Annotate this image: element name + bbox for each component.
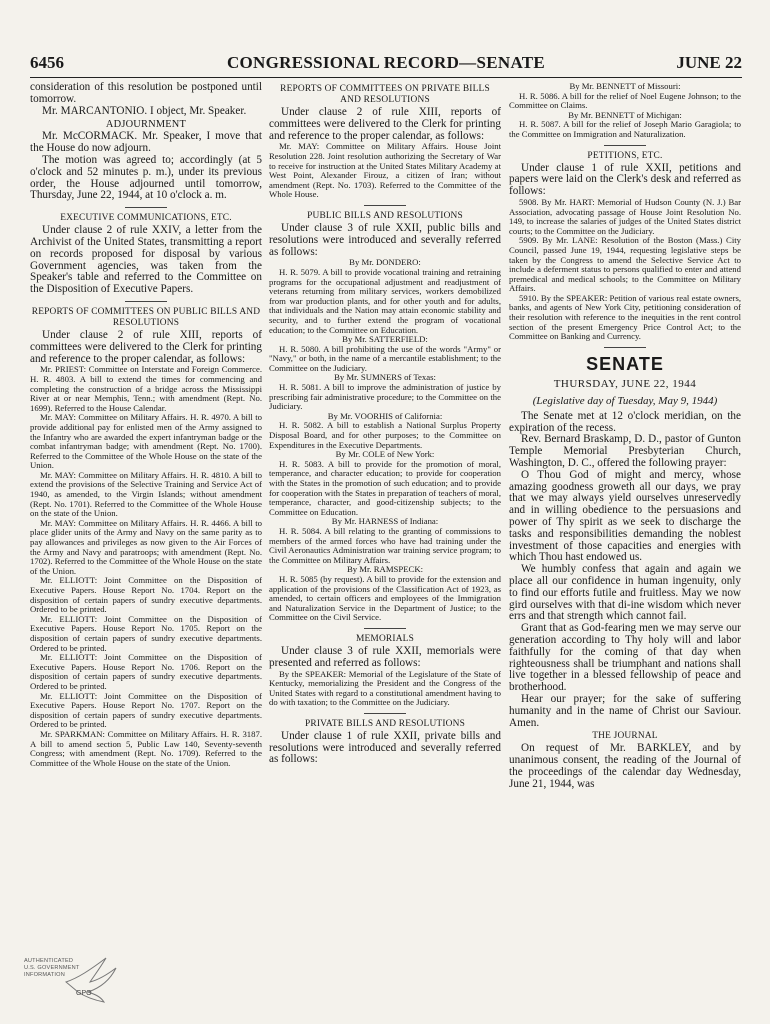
paragraph: Rev. Bernard Braskamp, D. D., pastor of Gunton Temple Memorial Presbyterian Church, Washington, D. C., offered the following prayer: [509,433,741,470]
bill-entry: H. R. 5082. A bill to establish a National Surplus Property Disposal Board, and for other purposes; to the Committee on Expenditures in the Executive Departments. [269,420,501,450]
senate-heading: SENATE [586,353,664,374]
report-entry: Mr. MAY: Committee on Military Affairs. House Joint Resolution 228. Joint resolution authorizing the Secretary of War to receive for instruction at the United States Military Academy at West Point, Alexander Firouz, a citizen of Iran; without amendment (Rept. No. 1703). Referred to the Committee of the Whole House. [269,141,501,200]
bill-entry: H. R. 5079. A bill to provide vocational training and retraining programs for the occupational adjustment and readjustment of veterans returning from military services, workers demobilized from war production plants, and for other youth and for adults, that individuals and the Nation may attain economic stability and security, and to further extend the program of vocational education; to the Committee on Education. [269,266,501,335]
section-heading-executive-communications: EXECUTIVE COMMUNICATIONS, ETC. [60,213,232,224]
sponsor-line: By Mr. BENNETT of Missouri: [569,82,681,91]
bill-entry: H. R. 5085 (by request). A bill to provide for the extension and application of the provisions of the Classification Act of 1923, as amended, to certain officers and employees of the Immigration and Naturalization Service in the Department of Justice; to the Committee on the Civil Service. [269,573,501,623]
divider [364,713,406,714]
divider [125,301,167,302]
paragraph: Under clause 2 of rule XXIV, a letter from the Archivist of the United States, transmitting a report on records proposed for disposal by various Government agencies, was taken from the Speaker's table and referred to the Committee on the Disposition of Executive Papers. [30,224,262,296]
prayer-paragraph: Grant that as God-fearing men we may serve our generation according to Thy holy will and labor faithfully for the coming of that day when righteousness shall be triumphant and nations shall live together in a blessed fellowship of peace and brotherhood. [509,622,741,694]
petition-entry: 5908. By Mr. HART: Memorial of Hudson County (N. J.) Bar Association, advocating passage of House Joint Resolution No. 149, to increase the salaries of judges of the United States district courts; to the Committee on the Judiciary. [509,196,741,236]
page-header [30,52,742,74]
sponsor-line: By Mr. VOORHIS of California: [327,410,443,421]
sponsor-line: By Mr. HARNESS of Indiana: [331,516,439,527]
paragraph: The motion was agreed to; accordingly (at 5 o'clock and 52 minutes p. m.), under its previous order, the House adjourned until tomorrow, Thursday, June 22, 1944, at 10 o'clock a. m. [30,153,262,202]
report-entry: Mr. MAY: Committee on Military Affairs. H. R. 4970. A bill to provide additional pay for enlisted men of the Army assigned to the Infantry who are awarded the expert infantryman badge or the combat infantryman badge; with amendment (Rept. No. 1700). Referred to the Committee of the Whole House on the state of the Union. [30,412,262,471]
paragraph: Under clause 3 of rule XXII, public bills and resolutions were introduced and severally referred as follows: [269,221,501,258]
senate-date: THURSDAY, JUNE 22, 1944 [553,377,697,390]
page-title: CONGRESSIONAL RECORD—SENATE [226,53,546,72]
divider [364,205,406,206]
section-heading-private-reports: REPORTS OF COMMITTEES ON PRIVATE BILLS AND RESOLUTIONS [280,84,490,105]
section-heading-public-reports: REPORTS OF COMMITTEES ON PUBLIC BILLS AND RESOLUTIONS [31,306,261,328]
paragraph: Under clause 1 of rule XXII, petitions and papers were laid on the Clerk's desk and referred as follows: [509,161,741,198]
divider [364,628,406,629]
eagle-seal-icon [60,952,130,1012]
section-heading-memorials: MEMORIALS [355,633,415,644]
column-1 [30,82,262,1002]
prayer-paragraph: O Thou God of might and mercy, whose amazing goodness groweth all our days, we pray that we may always yield ourselves unreservedly and in willing obedience to the persuasions and power of Thy spirit as we seek to discharge the tasks and responsibilities demanding the noblest investment of those capacities and energies with which Thou hast endowed us. [509,468,741,564]
sponsor-line: By Mr. SATTERFIELD: [342,334,428,345]
header-rule [30,77,742,78]
divider [125,207,167,208]
report-entry: Mr. ELLIOTT: Joint Committee on the Disposition of Executive Papers. House Report No. 1706. Report on the disposition of certain papers of sundry executive departments. Ordered to be printed. [30,652,262,691]
report-entry: Mr. ELLIOTT: Joint Committee on the Disposition of Executive Papers. House Report No. 1704. Report on the disposition of certain papers of sundry executive departments. Ordered to be printed. [30,575,262,615]
seal-text: INFORMATION [24,972,65,978]
sponsor-line: By Mr. DONDERO: [349,257,421,268]
paragraph: consideration of this resolution be postponed until tomorrow. [30,82,262,105]
section-heading-journal: THE JOURNAL [592,731,658,742]
divider [604,145,646,146]
legislative-day: (Legislative day of Tuesday, May 9, 1944) [532,394,718,407]
prayer-paragraph: We humbly confess that again and again we place all our confidence in human ingenuity, only to find our efforts futile and fruitless. May we now gird ourselves with that di-ine wisdom which never errs and that strength which cannot fail. [509,563,741,623]
petition-entry: 5910. By the SPEAKER: Petition of various real estate owners, banks, and agents of New York City, petitioning consideration of their resolution with reference to the inequities in the rent control section of the present Emergency Price Control Act; to the Committee on Banking and Currency. [509,292,741,342]
section-heading-petitions: PETITIONS, ETC. [587,150,663,161]
bill-entry: H. R. 5081. A bill to improve the administration of justice by prescribing fair administrative procedure; to the Committee on the Judiciary. [269,382,501,412]
paragraph: Under clause 2 of rule XIII, reports of committees were delivered to the Clerk for printing and reference to the proper calendar, as follows: [269,106,501,142]
report-entry: Mr. ELLIOTT: Joint Committee on the Disposition of Executive Papers. House Report No. 1707. Report on the disposition of certain papers of sundry executive departments. Ordered to be printed. [30,690,262,730]
header-date: JUNE 22 [676,53,742,72]
paragraph: Mr. McCORMACK. Mr. Speaker, I move that the House do now adjourn. [30,130,262,155]
column-2 [269,82,501,1002]
memorial-entry: By the SPEAKER: Memorial of the Legislature of the State of Kentucky, memorializing the President and the Congress of the United States with regard to a constitutional amendment having to do with taxation; to the Committee on the Judiciary. [269,668,501,708]
report-entry: Mr. MAY: Committee on Military Affairs. H. R. 4466. A bill to place glider units of the Army and Navy on the same parity as to pay allowances and privileges as now given to the Air Forces of the Army and Navy and paratroops; with amendment (Rept. No. 1702). Referred to the Committee of the Whole House on the state of the Union. [30,517,262,576]
page-number: 6456 [30,53,64,72]
petition-entry: 5909. By Mr. LANE: Resolution of the Boston (Mass.) City Council, passed June 19, 1944, requesting legislative steps be taken by the Congress to amend the Selective Service Act to include a deferment status to persons qualified to enter and attend premedical and medical schools; to the Committee on Military Affairs. [509,235,741,294]
section-heading-adjournment: ADJOURNMENT [105,119,187,131]
gpo-text: GPO [76,990,92,997]
seal-text: U.S. GOVERNMENT [24,965,80,971]
prayer-paragraph: Hear our prayer; for the sake of suffering humanity and in the name of Christ our Saviour. Amen. [509,692,741,729]
section-heading-public-bills: PUBLIC BILLS AND RESOLUTIONS [307,210,463,221]
bill-entry: H. R. 5080. A bill prohibiting the use of the words "Army" or "Navy," or both, in the name of a mercantile establishment; to the Committee on the Judiciary. [269,343,501,373]
divider [604,347,646,348]
sponsor-line: By Mr. SUMNERS of Texas: [334,372,436,383]
bill-entry: H. R. 5086. A bill for the relief of Noel Eugene Johnson; to the Committee on Claims. [509,90,741,111]
report-entry: Mr. SPARKMAN: Committee on Military Affairs. H. R. 3187. A bill to amend section 5, Public Law 140, Seventy-seventh Congress; with amendment (Rept. No. 1709). Referred to the Committee of the Whole House on the state of the Union. [30,728,262,768]
seal-text: AUTHENTICATED [24,958,74,964]
bill-entry: H. R. 5087. A bill for the relief of Joseph Mario Garagiola; to the Committee on Immigration and Naturalization. [509,119,741,139]
sponsor-line: By Mr. BENNETT of Michigan: [568,109,682,120]
paragraph: Under clause 2 of rule XIII, reports of committees were delivered to the Clerk for printing and reference to the proper calendar, as follows: [30,328,262,365]
section-heading-private-bills: PRIVATE BILLS AND RESOLUTIONS [304,718,466,729]
paragraph: Under clause 1 of rule XXII, private bills and resolutions were introduced and severally referred as follows: [269,729,501,766]
paragraph: On request of Mr. BARKLEY, and by unanimous consent, the reading of the Journal of the proceedings of the calendar day Wednesday, June 21, 1944, was [509,742,741,790]
column-3 [509,82,741,1002]
gpo-authentication-seal [20,952,132,1012]
report-entry: Mr. ELLIOTT: Joint Committee on the Disposition of Executive Papers. House Report No. 1705. Report on the disposition of certain papers of sundry executive departments. Ordered to be printed. [30,613,262,653]
paragraph: Under clause 3 of rule XXII, memorials were presented and referred as follows: [269,644,501,669]
sponsor-line: By Mr. RAMSPECK: [346,564,424,575]
report-entry: Mr. PRIEST: Committee on Interstate and Foreign Commerce. H. R. 4803. A bill to extend the times for commencing and completing the construction of a bridge across the Mississippi River at or near Memphis, Tenn.; with amendment (Rept. No. 1699). Referred to the House Calendar. [30,364,262,413]
paragraph: Mr. MARCANTONIO. I object, Mr. Speaker. [42,104,247,117]
sponsor-line: By Mr. COLE of New York: [335,449,435,460]
bill-entry: H. R. 5083. A bill to provide for the promotion of moral, temperance, and character education; to provide for cooperation with the States in the promotion of such education; and to provide for cooperation with the States in preparation of teachers of moral, temperance, character, and good-citizenship subjects; to the Committee on Education. [269,458,501,517]
report-entry: Mr. MAY: Committee on Military Affairs. H. R. 4810. A bill to extend the provisions of the Selective Training and Service Act of 1940, as amended, to the Virgin Islands; without amendment (Rept. No. 1701). Referred to the Committee of the Whole House on the state of the Union. [30,469,262,519]
bill-entry: H. R. 5084. A bill relating to the granting of commissions to members of the armed forces who have had training under the Civil Aeronautics Administration war training service program; to the Committee on Military Affairs. [269,525,501,565]
paragraph: The Senate met at 12 o'clock meridian, on the expiration of the recess. [509,409,741,434]
